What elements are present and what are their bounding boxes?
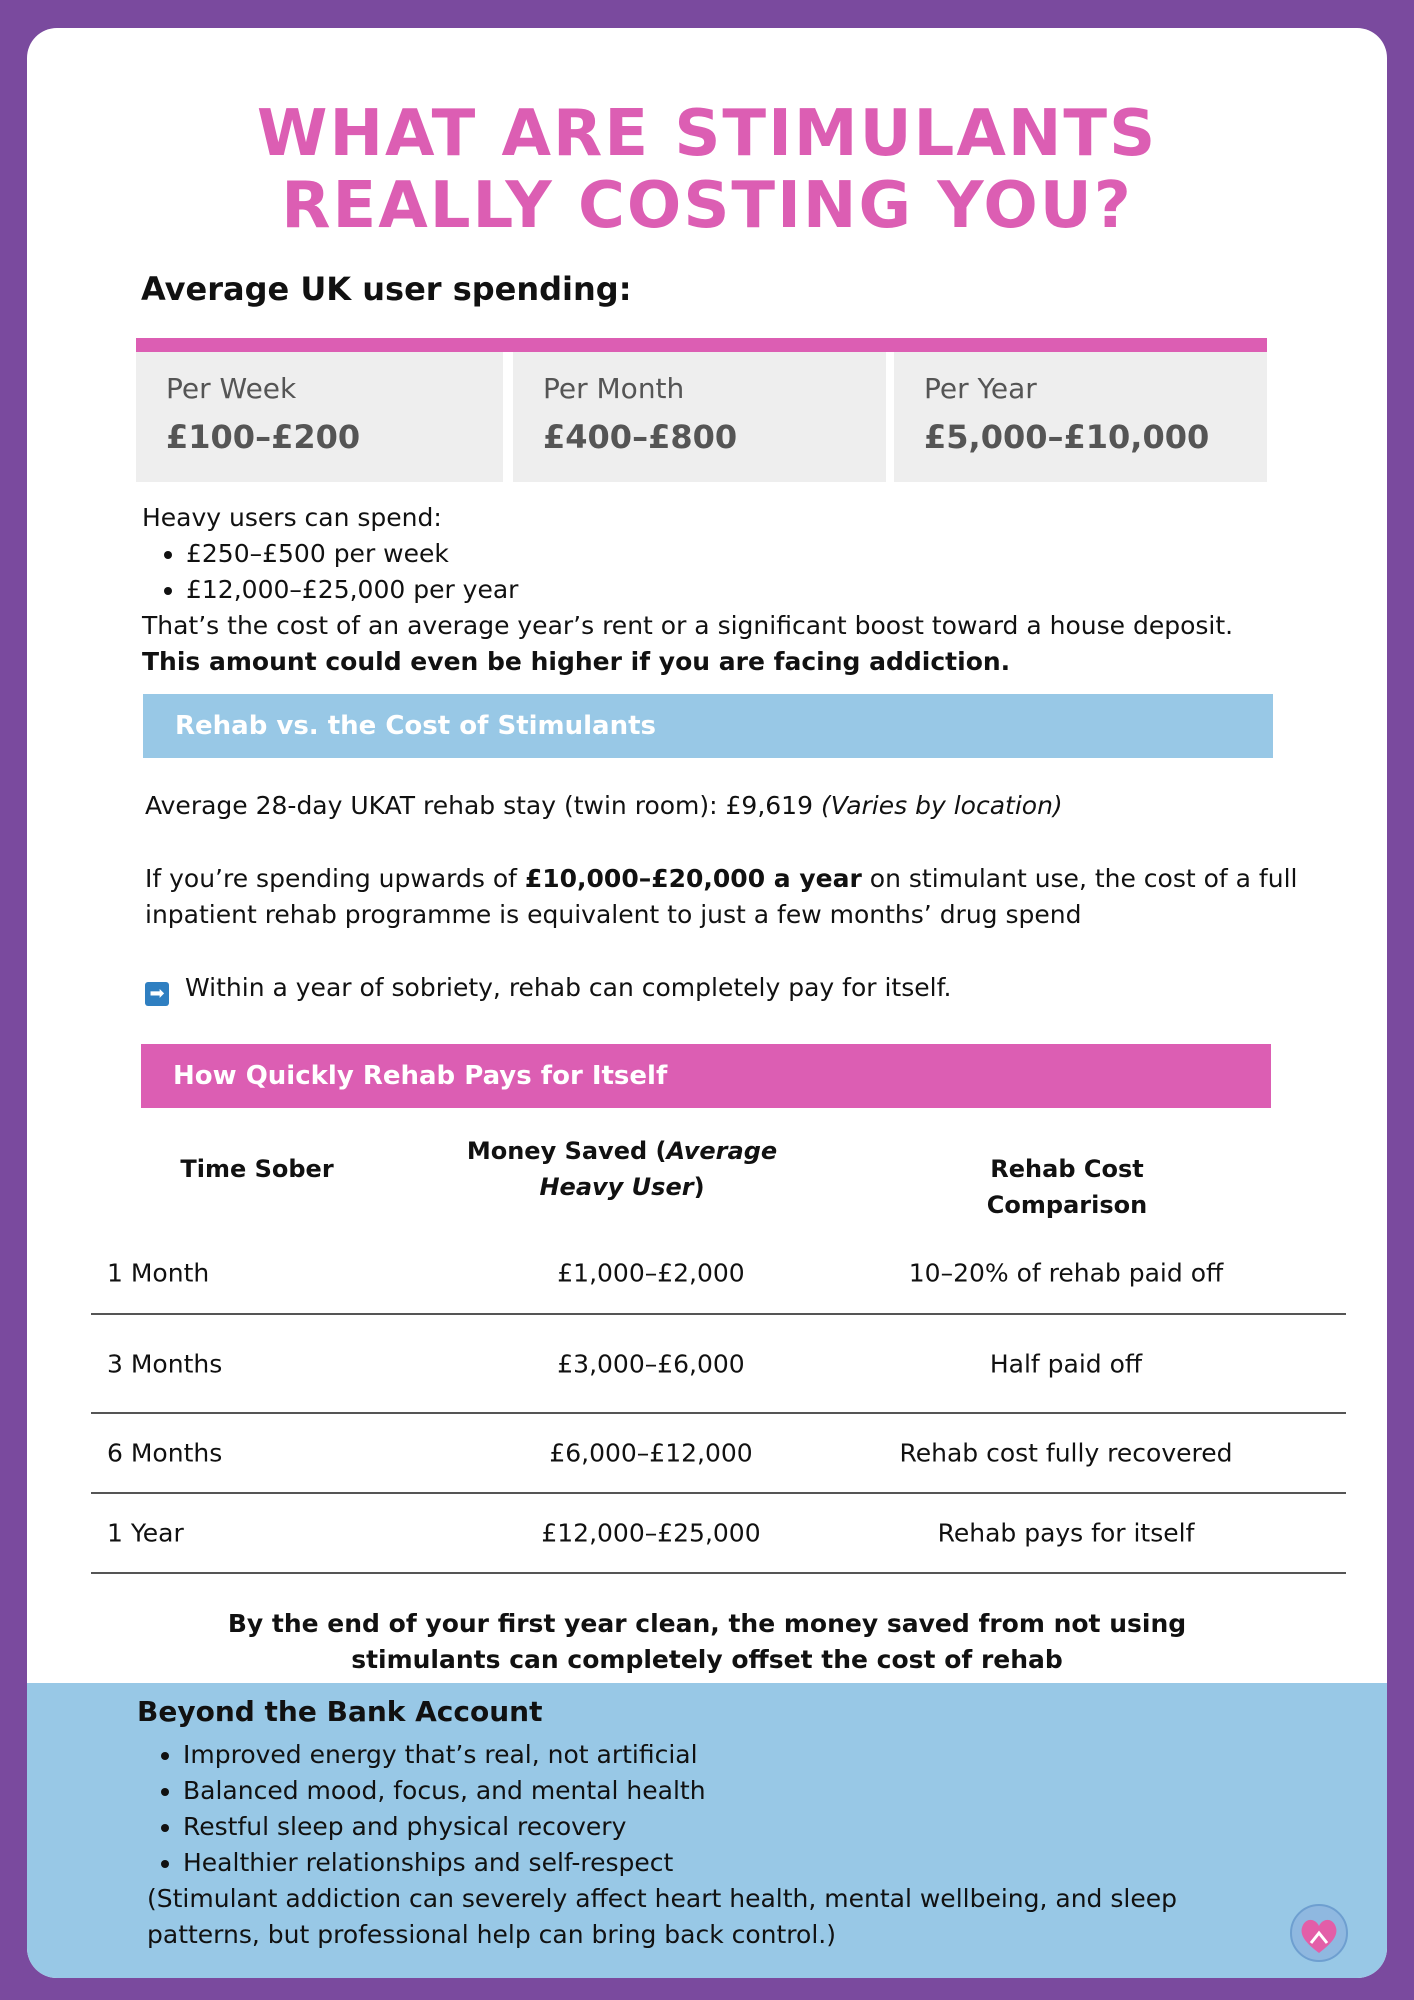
heavy-users-section [142,500,1233,680]
cell-comparison: Rehab pays for itself [937,1518,1195,1548]
rent-comparison: That’s the cost of an average year’s rent or a significant boost toward a house deposit. [142,611,1234,640]
beyond-bank-section [27,1683,1387,1978]
cell-money: £3,000–£6,000 [557,1349,745,1378]
rehab-stay-text [145,788,1063,824]
stat-label: Per Month [543,372,685,405]
cell-time: 1 Year [107,1518,184,1548]
cell-money: £12,000–£25,000 [541,1518,761,1548]
divider-bar [136,338,1267,352]
cell-time: 6 Months [107,1438,223,1468]
table-row [91,1494,1346,1574]
heavy-intro: Heavy users can spend: [142,503,442,532]
pays-for-itself-banner: How Quickly Rehab Pays for Itself [141,1044,1271,1108]
cell-money: £1,000–£2,000 [557,1258,745,1288]
stat-value: £5,000–£10,000 [924,418,1210,456]
column-header-time: Time Sober [180,1155,334,1183]
column-header-money [447,1133,797,1205]
stat-value: £100–£200 [166,418,361,456]
stat-per-year [894,352,1267,482]
payoff-text: Within a year of sobriety, rehab can completely pay for itself. [185,973,952,1002]
list-item: • Restful sleep and physical recovery [183,1809,706,1845]
location-note: (Varies by location) [820,791,1063,820]
page-title: WHAT ARE STIMULANTS REALLY COSTING YOU? [256,97,1158,243]
money-header-italic: Average Heavy User [539,1137,778,1201]
stat-per-week [136,352,503,482]
cell-comparison: Half paid off [989,1349,1143,1378]
cell-time: 1 Month [107,1258,210,1288]
money-header-post: ) [693,1173,705,1201]
list-item: • £250–£500 per week [186,536,1233,572]
spend-amount: £10,000–£20,000 a year [524,864,862,893]
stat-label: Per Week [166,372,297,405]
stat-value: £400–£800 [543,418,738,456]
money-header-pre: Money Saved ( [466,1137,667,1165]
rehab-vs-cost-banner: Rehab vs. the Cost of Stimulants [143,694,1273,758]
average-spending-heading: Average UK user spending: [141,270,632,308]
health-note: (Stimulant addiction can severely affect heart health, mental wellbeing, and sleep patterns, but professional help can bring back control.) [147,1884,1177,1949]
cell-comparison: Rehab cost fully recovered [899,1438,1233,1468]
list-item: • £12,000–£25,000 per year [186,572,1233,608]
addiction-warning: This amount could even be higher if you are facing addiction. [142,647,1011,676]
spend-post: on stimulant use, the cost of a full inpatient rehab programme is equivalent to just a few months’ drug spend [145,864,1298,929]
stat-per-month [513,352,886,482]
cell-money: £6,000–£12,000 [549,1438,753,1468]
arrow-right-icon: ➡ [145,982,169,1006]
cell-time: 3 Months [107,1349,223,1378]
rehab-stay-cost: Average 28-day UKAT rehab stay (twin room): £9,619 [145,791,821,820]
list-item: • Balanced mood, focus, and mental health [183,1773,706,1809]
poster-card [27,28,1387,1978]
heavy-list [142,536,1233,608]
cell-comparison: 10–20% of rehab paid off [908,1258,1224,1288]
stat-label: Per Year [924,372,1037,405]
column-header-comparison: Rehab Cost Comparison [986,1155,1148,1219]
benefits-list [139,1737,706,1881]
brand-logo-icon [1289,1903,1349,1963]
table-row [91,1233,1346,1315]
list-item: • Healthier relationships and self-respect [183,1845,706,1881]
conclusion-text: By the end of your first year clean, the money saved from not using stimulants can completely offset the cost of rehab [227,1609,1187,1674]
table-row [91,1315,1346,1414]
spend-pre: If you’re spending upwards of [145,864,525,893]
beyond-heading: Beyond the Bank Account [137,1695,543,1728]
spend-comparison [145,861,1360,933]
list-item: • Improved energy that’s real, not artificial [183,1737,706,1773]
payoff-line [145,970,952,1006]
table-row [91,1414,1346,1494]
